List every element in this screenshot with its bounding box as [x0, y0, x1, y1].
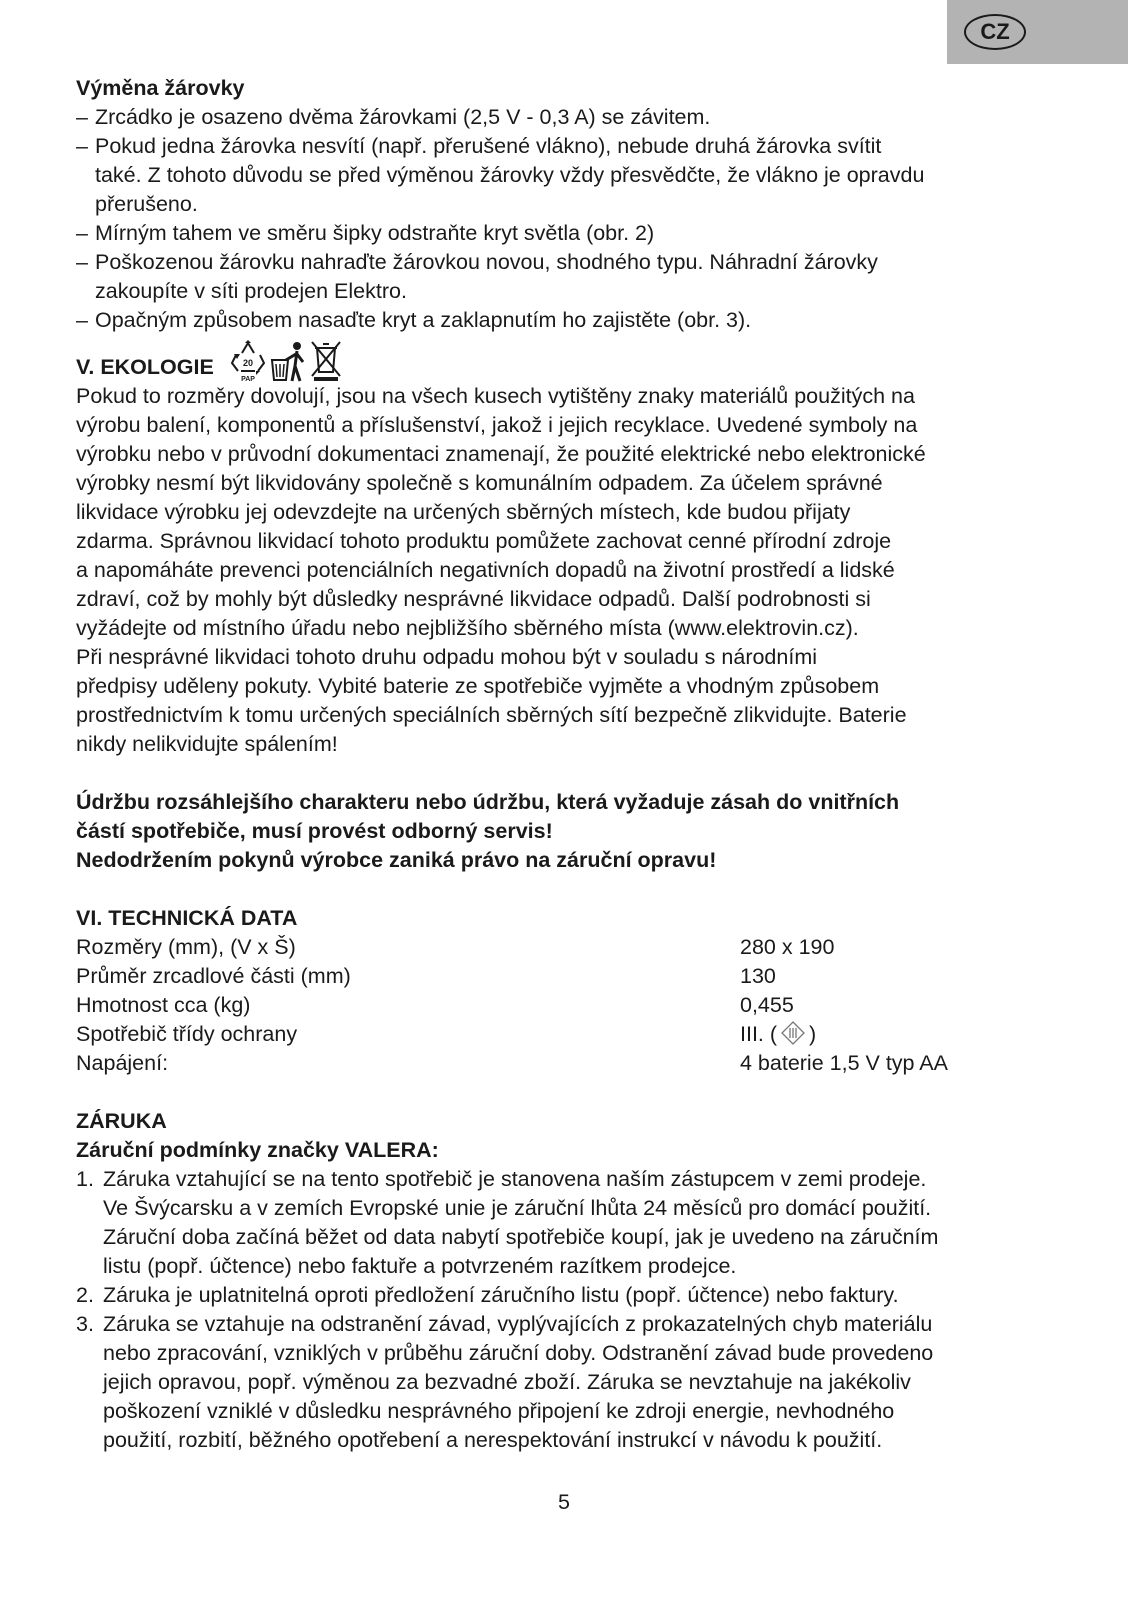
text-line: zakoupíte v síti prodejen Elektro.	[95, 279, 407, 303]
tech-value: 280 x 190	[740, 935, 835, 959]
ecology-text	[76, 382, 1056, 759]
warranty-list-item	[76, 1165, 1056, 1281]
tech-value: 4 baterie 1,5 V typ AA	[740, 1051, 948, 1075]
list-marker: –	[76, 308, 88, 332]
tech-table	[76, 933, 1056, 1078]
svg-text:20: 20	[242, 358, 253, 368]
page-content	[76, 74, 1056, 1455]
protection-class-value: III. (	[740, 1022, 778, 1046]
text-line: Pokud jedna žárovka nesvítí (např. přerušené vlákno), nebude druhá žárovka svítit	[95, 134, 882, 158]
warranty-subheading: Záruční podmínky značky VALERA:	[76, 1138, 439, 1162]
text-line: Opačným způsobem nasaďte kryt a zaklapnutím ho zajistěte (obr. 3).	[95, 308, 752, 332]
text-line: Záruka vztahující se na tento spotřebič je stanovena naším zástupcem v zemi prodeje.	[103, 1167, 927, 1191]
list-marker: –	[76, 134, 88, 158]
tech-label: Napájení:	[76, 1051, 169, 1075]
protection-class-close: )	[809, 1022, 817, 1046]
tech-row	[76, 1049, 1056, 1078]
tech-label: Hmotnost cca (kg)	[76, 993, 251, 1017]
tech-value: 130	[740, 964, 776, 988]
tech-row	[76, 991, 1056, 1020]
tech-row	[76, 962, 1056, 991]
ecology-icons	[230, 340, 342, 382]
text-line: nikdy nelikvidujte spálením!	[76, 732, 338, 756]
text-line: Záruka se vztahuje na odstranění závad, vyplývajících z prokazatelných chyb materiálu	[103, 1312, 933, 1336]
text-line: předpisy uděleny pokuty. Vybité baterie ze spotřebiče vyjměte a vhodným způsobem	[76, 674, 880, 698]
tech-label: Průměr zrcadlové části (mm)	[76, 964, 351, 988]
tech-label: Rozměry (mm), (V x Š)	[76, 935, 296, 959]
text-line: výrobky nesmí být likvidovány společně s komunálním odpadem. Za účelem správné	[76, 471, 883, 495]
text-line: Zrcádko je osazeno dvěma žárovkami (2,5 V - 0,3 A) se závitem.	[95, 105, 711, 129]
text-line: Ve Švýcarsku a v zemích Evropské unie je záruční lhůta 24 měsíců pro domácí použití.	[103, 1196, 932, 1220]
list-marker: –	[76, 105, 88, 129]
bulb-list-item	[76, 306, 1056, 335]
protection-class-iii-icon	[780, 1020, 806, 1046]
tech-value: 0,455	[740, 993, 794, 1017]
bulb-list-item	[76, 248, 1056, 306]
bulb-heading: Výměna žárovky	[76, 76, 245, 100]
tech-label: Spotřebič třídy ochrany	[76, 1022, 298, 1046]
tech-row	[76, 1020, 1056, 1049]
text-line: nebo zpracování, vzniklých v průběhu záruční doby. Odstranění závad bude provedeno	[103, 1341, 934, 1365]
text-line: Poškozenou žárovku nahraďte žárovkou novou, shodného typu. Náhradní žárovky	[95, 250, 878, 274]
ecology-heading: V. EKOLOGIE	[76, 355, 214, 379]
list-marker: 3.	[76, 1312, 94, 1336]
bulb-list-item	[76, 103, 1056, 132]
text-line: zdarma. Správnou likvidací tohoto produktu pomůžete zachovat cenné přírodní zdroje	[76, 529, 892, 553]
text-line: prostřednictvím k tomu určených speciálních sběrných sítí bezpečně zlikvidujte. Baterie	[76, 703, 907, 727]
tidyman-icon	[270, 340, 306, 382]
warranty-heading: ZÁRUKA	[76, 1109, 167, 1133]
text-line: Při nesprávné likvidaci tohoto druhu odpadu mohou být v souladu s národními	[76, 645, 818, 669]
warranty-list-item	[76, 1281, 1056, 1310]
bulb-list	[76, 103, 1056, 335]
list-marker: 2.	[76, 1283, 94, 1307]
bulb-list-item	[76, 132, 1056, 219]
text-line: také. Z tohoto důvodu se před výměnou žárovky vždy přesvědčte, že vlákno je opravdu	[95, 163, 925, 187]
text-line: likvidace výrobku jej odevzdejte na určených sběrných místech, kde budou přijaty	[76, 500, 851, 524]
text-line: listu (popř. účtence) nebo faktuře a potvrzeném razítkem prodejce.	[103, 1254, 737, 1278]
text-line: výrobku nebo v průvodní dokumentaci znamenají, že použité elektrické nebo elektronické	[76, 442, 926, 466]
recycling-pap-icon	[230, 340, 266, 382]
tech-heading: VI. TECHNICKÁ DATA	[76, 906, 298, 930]
text-line: vyžádejte od místního úřadu nebo nejbližšího sběrného místa (www.elektrovin.cz).	[76, 616, 859, 640]
warranty-list-item	[76, 1310, 1056, 1455]
svg-text:PAP: PAP	[240, 376, 255, 382]
text-line: výrobu balení, komponentů a příslušenství, jakož i jejich recyklace. Uvedené symboly na	[76, 413, 918, 437]
text-line: přerušeno.	[95, 192, 198, 216]
tech-value-protection-class	[740, 1020, 1056, 1049]
language-tab	[947, 0, 1128, 64]
text-line: jejich opravou, popř. výměnou za bezvadné zboží. Záruka se nevztahuje na jakékoliv	[103, 1370, 911, 1394]
text-line: Údržbu rozsáhlejšího charakteru nebo údržbu, která vyžaduje zásah do vnitřních	[76, 790, 900, 814]
page-number: 5	[558, 1490, 570, 1514]
warranty-list	[76, 1165, 1056, 1455]
list-marker: 1.	[76, 1167, 94, 1191]
crossed-bin-icon	[310, 340, 342, 382]
text-line: částí spotřebiče, musí provést odborný servis!	[76, 819, 553, 843]
bulb-list-item	[76, 219, 1056, 248]
text-line: zdraví, což by mohly být důsledky nesprávné likvidace odpadů. Další podrobnosti si	[76, 587, 871, 611]
text-line: poškození vzniklé v důsledku nesprávného připojení ke zdroji energie, nevhodného	[103, 1399, 895, 1423]
text-line: a napomáháte prevenci potenciálních negativních dopadů na životní prostředí a lidské	[76, 558, 895, 582]
ecology-heading-line	[76, 338, 1056, 382]
tech-row	[76, 933, 1056, 962]
language-badge: CZ	[964, 14, 1026, 50]
text-line: Nedodržením pokynů výrobce zaniká právo na záruční opravu!	[76, 848, 717, 872]
text-line: Mírným tahem ve směru šipky odstraňte kryt světla (obr. 2)	[95, 221, 655, 245]
text-line: Záruční doba začíná běžet od data nabytí spotřebiče koupí, jak je uvedeno na záručním	[103, 1225, 939, 1249]
text-line: Záruka je uplatnitelná oproti předložení záručního listu (popř. účtence) nebo faktury.	[103, 1283, 899, 1307]
list-marker: –	[76, 221, 88, 245]
list-marker: –	[76, 250, 88, 274]
text-line: Pokud to rozměry dovolují, jsou na všech kusech vytištěny znaky materiálů použitých na	[76, 384, 915, 408]
text-line: použití, rozbití, běžného opotřebení a nerespektování instrukcí v návodu k použití.	[103, 1428, 883, 1452]
warning-text	[76, 788, 1056, 875]
